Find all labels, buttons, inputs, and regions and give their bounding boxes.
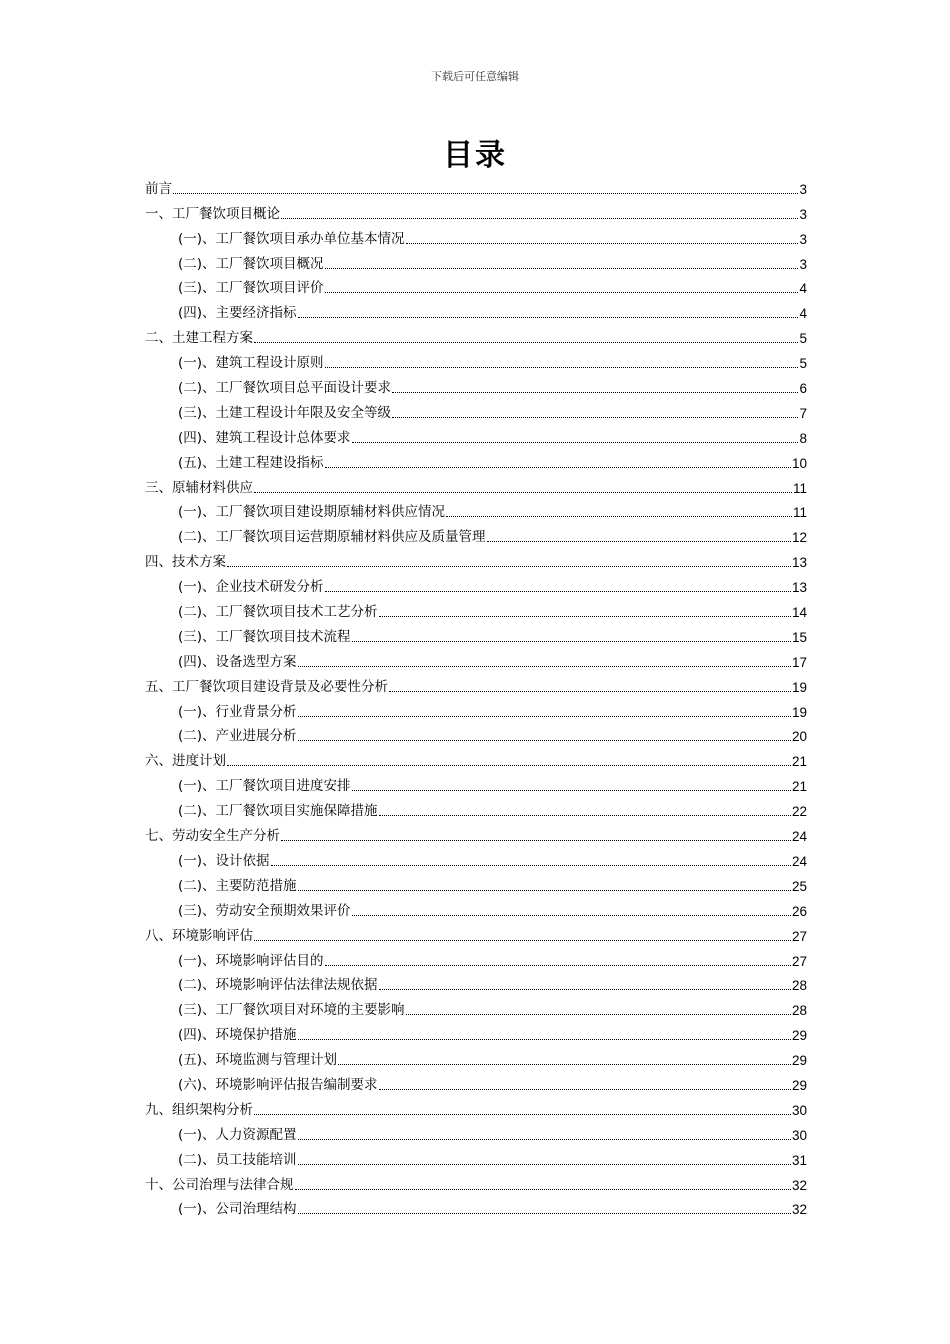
toc-page-number: 5 [799,356,807,372]
toc-page-number: 19 [791,704,807,720]
toc-page-number: 3 [799,256,807,272]
toc-page-number: 15 [791,629,807,645]
toc-page-number: 12 [791,530,807,546]
toc-page-number: 21 [791,754,807,770]
toc-entry-section[interactable] [145,922,807,947]
toc-entry-section[interactable] [145,1096,807,1121]
toc-page-number: 29 [791,1053,807,1069]
toc-page-number: 13 [791,555,807,571]
toc-entry-subsection[interactable] [145,374,807,399]
toc-entry-title: 四、技术方案 [145,554,226,571]
toc-dot-leader [389,691,791,692]
toc-entry-title: (二)、环境影响评估法律法规依据 [178,977,378,994]
toc-page-number: 4 [799,306,807,322]
toc-entry-subsection[interactable] [145,723,807,748]
toc-entry-subsection[interactable] [145,275,807,300]
toc-dot-leader [325,591,791,592]
toc-entry-subsection[interactable] [145,1021,807,1046]
toc-entry-title: (三)、劳动安全预期效果评价 [178,902,351,919]
toc-entry-subsection[interactable] [145,1146,807,1171]
toc-entry-title: (一)、企业技术研发分析 [178,579,324,596]
toc-page-number: 25 [791,878,807,894]
toc-entry-title: (一)、建筑工程设计原则 [178,355,324,372]
toc-entry-section[interactable] [145,175,807,200]
toc-entry-title: (四)、环境保护措施 [178,1027,297,1044]
toc-page-number: 3 [799,206,807,222]
toc-dot-leader [254,1114,791,1115]
toc-dot-leader [352,790,791,791]
toc-entry-subsection[interactable] [145,897,807,922]
toc-entry-subsection[interactable] [145,972,807,997]
toc-dot-leader [325,367,799,368]
toc-entry-title: (四)、建筑工程设计总体要求 [178,429,351,446]
toc-page-number: 8 [799,430,807,446]
toc-dot-leader [379,989,791,990]
toc-entry-section[interactable] [145,200,807,225]
header-note: 下载后可任意编辑 [431,70,519,83]
toc-entry-subsection[interactable] [145,797,807,822]
toc-page-number: 27 [791,928,807,944]
toc-entry-title: 六、进度计划 [145,753,226,770]
toc-dot-leader [338,1064,791,1065]
toc-entry-title: (一)、行业背景分析 [178,703,297,720]
toc-dot-leader [298,740,791,741]
toc-page-number: 17 [791,654,807,670]
toc-entry-title: (一)、工厂餐饮项目进度安排 [178,778,351,795]
toc-dot-leader [298,666,791,667]
toc-page-number: 26 [791,903,807,919]
toc-page-number: 27 [791,953,807,969]
toc-dot-leader [298,1213,791,1214]
toc-dot-leader [298,1139,791,1140]
toc-entry-title: 九、组织架构分析 [145,1101,253,1118]
toc-dot-leader [298,890,791,891]
toc-entry-subsection[interactable] [145,996,807,1021]
toc-dot-leader [281,218,798,219]
toc-dot-leader [379,815,791,816]
toc-entry-subsection[interactable] [145,499,807,524]
toc-entry-subsection[interactable] [145,1196,807,1221]
toc-dot-leader [325,467,791,468]
toc-dot-leader [254,492,792,493]
toc-page-number: 30 [791,1127,807,1143]
toc-entry-title: 十、公司治理与法律合规 [145,1176,294,1193]
toc-entry-subsection[interactable] [145,573,807,598]
toc-page-number: 32 [791,1177,807,1193]
toc-dot-leader [325,965,791,966]
toc-entry-section[interactable] [145,747,807,772]
toc-page-number: 14 [791,605,807,621]
toc-entry-subsection[interactable] [145,399,807,424]
toc-dot-leader [271,865,791,866]
toc-entry-subsection[interactable] [145,1121,807,1146]
toc-entry-subsection[interactable] [145,698,807,723]
toc-entry-section[interactable] [145,548,807,573]
toc-dot-leader [325,292,799,293]
toc-entry-title: (二)、工厂餐饮项目概况 [178,255,324,272]
toc-dot-leader [173,193,798,194]
toc-dot-leader [227,566,791,567]
toc-entry-title: (二)、产业进展分析 [178,728,297,745]
toc-page-number: 24 [791,829,807,845]
toc-entry-subsection[interactable] [145,1071,807,1096]
toc-entry-subsection[interactable] [145,299,807,324]
toc-entry-subsection[interactable] [145,225,807,250]
toc-entry-section[interactable] [145,474,807,499]
toc-page-number: 6 [799,381,807,397]
toc-entry-subsection[interactable] [145,772,807,797]
page-title: 目录 [443,138,507,173]
toc-dot-leader [352,915,791,916]
toc-dot-leader [298,1039,791,1040]
toc-entry-title: (二)、主要防范措施 [178,877,297,894]
toc-entry-subsection[interactable] [145,449,807,474]
toc-entry-subsection[interactable] [145,947,807,972]
toc-page-number: 22 [791,804,807,820]
toc-page-number: 13 [791,580,807,596]
toc-entry-subsection[interactable] [145,872,807,897]
toc-dot-leader [392,417,798,418]
toc-page-number: 30 [791,1102,807,1118]
toc-dot-leader [295,1189,791,1190]
toc-entry-title: (一)、公司治理结构 [178,1201,297,1218]
toc-page-number: 3 [799,181,807,197]
toc-entry-subsection[interactable] [145,523,807,548]
toc-entry-title: (二)、工厂餐饮项目运营期原辅材料供应及质量管理 [178,529,486,546]
toc-page-number: 29 [791,1077,807,1093]
toc-page-number: 29 [791,1028,807,1044]
toc-entry-title: 五、工厂餐饮项目建设背景及必要性分析 [145,678,388,695]
toc-dot-leader [352,442,799,443]
toc-entry-subsection[interactable] [145,250,807,275]
toc-entry-title: (二)、工厂餐饮项目总平面设计要求 [178,380,392,397]
toc-page-number: 20 [791,729,807,745]
toc-page-number: 32 [791,1202,807,1218]
toc-page-number: 31 [791,1152,807,1168]
toc-entry-title: (三)、工厂餐饮项目技术流程 [178,628,351,645]
toc-dot-leader [281,840,791,841]
toc-entry-title: (三)、工厂餐饮项目评价 [178,280,324,297]
toc-entry-section[interactable] [145,822,807,847]
toc-entry-title: (二)、员工技能培训 [178,1151,297,1168]
toc-entry-subsection[interactable] [145,847,807,872]
toc-page-number: 7 [799,405,807,421]
toc-page-number: 28 [791,1003,807,1019]
toc-page-number: 28 [791,978,807,994]
toc-dot-leader [406,243,799,244]
toc-entry-subsection[interactable] [145,623,807,648]
toc-entry-subsection[interactable] [145,349,807,374]
toc-entry-title: 八、环境影响评估 [145,927,253,944]
toc-entry-title: 七、劳动安全生产分析 [145,828,280,845]
toc-dot-leader [406,1014,791,1015]
toc-entry-title: (二)、工厂餐饮项目实施保障措施 [178,803,378,820]
toc-entry-subsection[interactable] [145,648,807,673]
toc-page-number: 21 [791,779,807,795]
toc-entry-title: (二)、工厂餐饮项目技术工艺分析 [178,604,378,621]
toc-entry-section[interactable] [145,1171,807,1196]
toc-entry-title: 三、原辅材料供应 [145,479,253,496]
toc-dot-leader [379,616,791,617]
toc-entry-title: (三)、土建工程设计年限及安全等级 [178,404,392,421]
toc-entry-section[interactable] [145,673,807,698]
toc-page-number: 24 [791,853,807,869]
toc-dot-leader [254,342,798,343]
toc-entry-title: 前言 [145,180,172,197]
toc-page-number: 3 [799,231,807,247]
toc-entry-title: (五)、环境监测与管理计划 [178,1052,338,1069]
toc-page-number: 19 [791,679,807,695]
toc-entry-title: (四)、主要经济指标 [178,305,297,322]
table-of-contents [145,175,807,1220]
toc-page-number: 4 [799,281,807,297]
toc-page-number: 11 [792,505,807,521]
toc-entry-title: (一)、工厂餐饮项目承办单位基本情况 [178,230,405,247]
toc-dot-leader [227,765,791,766]
toc-entry-title: 二、土建工程方案 [145,330,253,347]
toc-entry-subsection[interactable] [145,424,807,449]
toc-entry-section[interactable] [145,324,807,349]
toc-dot-leader [254,940,791,941]
toc-dot-leader [298,716,791,717]
toc-dot-leader [325,268,799,269]
toc-page-number: 5 [799,331,807,347]
toc-entry-title: (六)、环境影响评估报告编制要求 [178,1076,378,1093]
toc-page-number: 10 [791,455,807,471]
toc-dot-leader [298,1164,791,1165]
toc-dot-leader [487,541,791,542]
toc-dot-leader [446,516,792,517]
toc-entry-title: (一)、环境影响评估目的 [178,952,324,969]
toc-dot-leader [392,392,798,393]
toc-entry-title: (一)、设计依据 [178,852,270,869]
toc-entry-subsection[interactable] [145,1046,807,1071]
toc-entry-title: (一)、人力资源配置 [178,1126,297,1143]
toc-entry-title: (三)、工厂餐饮项目对环境的主要影响 [178,1002,405,1019]
toc-dot-leader [379,1089,791,1090]
toc-entry-title: (五)、土建工程建设指标 [178,454,324,471]
toc-page-number: 11 [792,480,807,496]
toc-entry-title: (一)、工厂餐饮项目建设期原辅材料供应情况 [178,504,446,521]
toc-entry-subsection[interactable] [145,598,807,623]
toc-dot-leader [298,317,799,318]
toc-dot-leader [352,641,791,642]
toc-entry-title: 一、工厂餐饮项目概论 [145,205,280,222]
toc-entry-title: (四)、设备选型方案 [178,653,297,670]
